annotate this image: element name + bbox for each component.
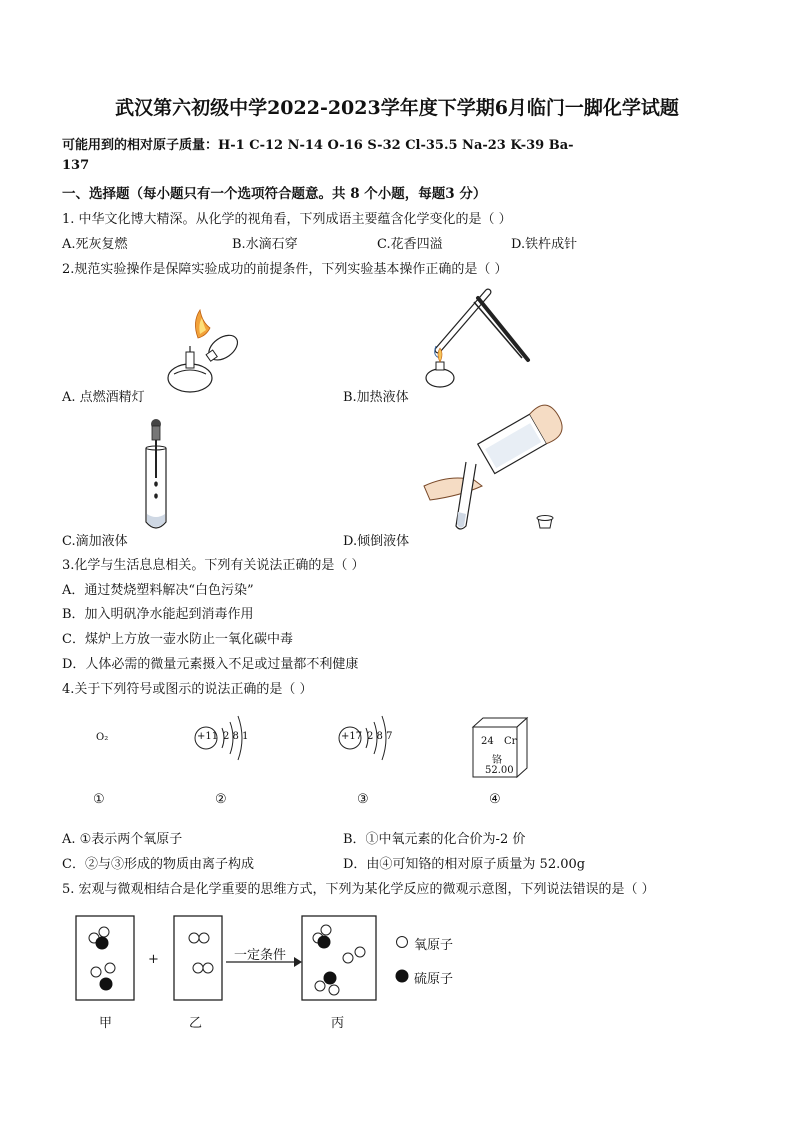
atom-2-electron-shells: 2 8 7 [367, 731, 393, 742]
question-4-option-a: A. ①表示两个氧原子 [62, 832, 183, 847]
figure-label-3: ③ [357, 792, 369, 807]
atomic-mass-line-continued: 137 [62, 158, 90, 173]
figure-label-1: ① [93, 792, 105, 807]
question-3-option-c: C．煤炉上方放一壶水防止一氧化碳中毒 [62, 632, 293, 647]
element-symbol: Cr [504, 736, 517, 747]
question-5-stem: 5. 宏观与微观相结合是化学重要的思维方式，下列为某化学反应的微观示意图，下列说法错误的是（ ） [62, 882, 655, 897]
question-3-option-a: A．通过焚烧塑料解决“白色污染” [62, 583, 254, 598]
dropper-illustration [140, 418, 180, 534]
figure-label-2: ② [215, 792, 227, 807]
legend-sulfur-atom: 硫原子 [414, 972, 454, 987]
question-4-option-d: D．由④可知铬的相对原子质量为 52.00g [343, 857, 586, 872]
pouring-liquid-illustration [420, 414, 570, 534]
element-atomic-mass: 52.00 [485, 765, 514, 776]
question-2-option-d: D.倾倒液体 [343, 534, 410, 549]
atom-2-nucleus-charge: +17 [341, 731, 363, 742]
question-4-option-b: B．①中氧元素的化合价为-2 价 [343, 832, 526, 847]
reaction-condition-label: 一定条件 [234, 948, 287, 963]
question-1-option-d: D.铁杵成针 [511, 237, 578, 252]
atom-1-nucleus-charge: +11 [197, 731, 219, 742]
alcohol-lamp-illustration [160, 308, 250, 398]
element-name: 铬 [492, 755, 502, 766]
legend-oxygen-atom: 氧原子 [414, 938, 454, 953]
heating-liquid-illustration [418, 284, 538, 394]
atomic-mass-line: 可能用到的相对原子质量：H-1 C-12 N-14 O-16 S-32 Cl-35.5 Na-23 K-39 Ba- [62, 138, 574, 153]
question-2-option-c: C.滴加液体 [62, 534, 128, 549]
question-1-stem: 1. 中华文化博大精深。从化学的视角看，下列成语主要蕴含化学变化的是（ ） [62, 212, 512, 227]
page-title: 武汉第六初级中学2022-2023学年度下学期6月临门一脚化学试题 [115, 97, 679, 119]
question-1-option-b: B.水滴石穿 [232, 237, 298, 252]
question-4-stem: 4.关于下列符号或图示的说法正确的是（ ） [62, 682, 313, 697]
box-label-1: 甲 [99, 1016, 113, 1031]
question-3-stem: 3.化学与生活息息相关。下列有关说法正确的是（ ） [62, 558, 365, 573]
section-heading: 一、选择题（每小题只有一个选项符合题意。共 8 个小题，每题3 分） [62, 186, 487, 202]
question-1-option-c: C.花香四溢 [377, 237, 443, 252]
figure-label-4: ④ [489, 792, 501, 807]
atom-1-electron-shells: 2 8 1 [223, 731, 249, 742]
box-label-2: 乙 [189, 1016, 203, 1031]
question-4-option-c: C．②与③形成的物质由离子构成 [62, 857, 254, 872]
reaction-plus-sign: + [148, 952, 159, 967]
element-atomic-number: 24 [481, 736, 494, 747]
question-2-option-b: B.加热液体 [343, 390, 409, 405]
question-1-option-a: A.死灰复燃 [62, 237, 128, 252]
reaction-microscopic-diagram [70, 912, 390, 1004]
question-3-option-d: D．人体必需的微量元素摄入不足或过量都不利健康 [62, 657, 359, 672]
question-2-option-a: A. 点燃酒精灯 [62, 390, 145, 405]
box-label-3: 丙 [331, 1016, 345, 1031]
question-2-stem: 2.规范实验操作是保障实验成功的前提条件，下列实验基本操作正确的是（ ） [62, 262, 508, 277]
question-3-option-b: B．加入明矾净水能起到消毒作用 [62, 607, 254, 622]
oxygen-molecule-symbol: O₂ [96, 732, 109, 743]
